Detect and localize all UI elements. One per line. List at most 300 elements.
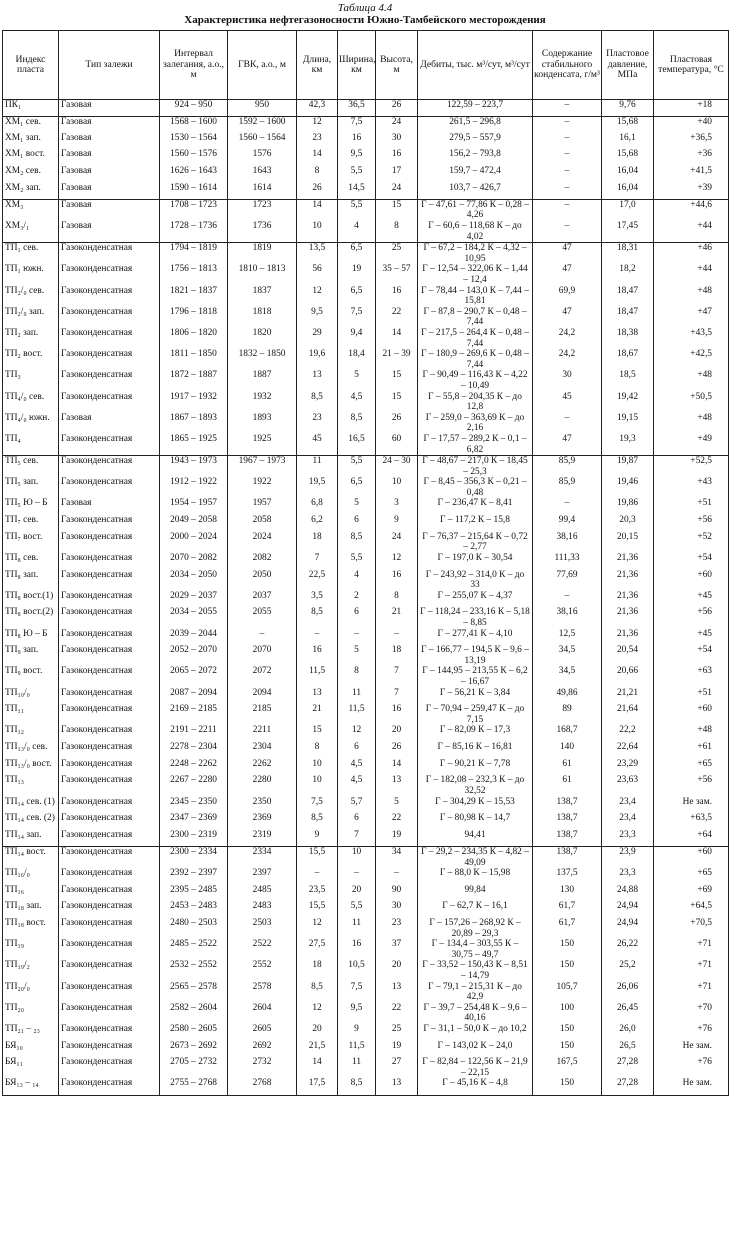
cell-flow-rates: Г – 45,16 К – 4,8 xyxy=(418,1078,533,1095)
table-row xyxy=(3,1078,729,1095)
cell-condensate: – xyxy=(533,221,602,243)
cell-flow-rates: Г – 29,2 – 234,35 К – 4,82 – 49,09 xyxy=(418,846,533,868)
cell-type: Газоконденсатная xyxy=(59,982,160,1003)
cell-flow-rates: Г – 76,37 – 215,64 К – 0,72 – 2,77 xyxy=(418,532,533,553)
cell-width: 19 xyxy=(338,264,376,285)
cell-gvk: 2552 xyxy=(228,960,297,981)
cell-gvk: 1819 xyxy=(228,243,297,265)
cell-length: 10 xyxy=(297,759,338,776)
cell-index: ТП₅ зап. xyxy=(3,477,59,498)
cell-flow-rates: Г – 88,0 К – 15,98 xyxy=(418,868,533,885)
cell-condensate: 61 xyxy=(533,775,602,796)
cell-interval: 1568 – 1600 xyxy=(160,116,228,133)
table-row xyxy=(3,100,729,117)
cell-temperature: +71 xyxy=(654,939,729,960)
cell-interval: 2034 – 2050 xyxy=(160,570,228,591)
cell-height: 8 xyxy=(376,221,418,243)
cell-interval: 2267 – 2280 xyxy=(160,775,228,796)
cell-temperature: +36 xyxy=(654,149,729,166)
cell-pressure: 15,68 xyxy=(602,149,654,166)
cell-width: 11 xyxy=(338,688,376,705)
cell-interval: 2755 – 2768 xyxy=(160,1078,228,1095)
cell-temperature: Не зам. xyxy=(654,797,729,814)
cell-temperature: +44 xyxy=(654,264,729,285)
cell-pressure: 21,36 xyxy=(602,570,654,591)
cell-interval: 2480 – 2503 xyxy=(160,918,228,939)
cell-index: ТП₁₃/₀ сев. xyxy=(3,742,59,759)
cell-type: Газоконденсатная xyxy=(59,286,160,307)
cell-index: ТП₂₀ xyxy=(3,1003,59,1024)
cell-height: 21 xyxy=(376,607,418,628)
cell-type: Газовая xyxy=(59,221,160,243)
cell-flow-rates: Г – 143,02 К – 24,0 xyxy=(418,1041,533,1058)
cell-length: 23 xyxy=(297,413,338,434)
cell-length: 27,5 xyxy=(297,939,338,960)
cell-width: 6 xyxy=(338,515,376,532)
cell-length: 12 xyxy=(297,918,338,939)
cell-condensate: 24,2 xyxy=(533,328,602,349)
cell-temperature: +51 xyxy=(654,688,729,705)
cell-flow-rates: 94,41 xyxy=(418,830,533,847)
cell-index: ТП₇ сев. xyxy=(3,515,59,532)
cell-condensate: 85,9 xyxy=(533,456,602,478)
cell-interval: 1560 – 1576 xyxy=(160,149,228,166)
cell-flow-rates: Г – 197,0 К – 30,54 xyxy=(418,553,533,570)
cell-width: 6,5 xyxy=(338,477,376,498)
cell-index: ПК₁ xyxy=(3,100,59,117)
table-row xyxy=(3,498,729,515)
cell-temperature: +40 xyxy=(654,116,729,133)
cell-interval: 2169 – 2185 xyxy=(160,704,228,725)
header-pressure: Пластовое давление, МПа xyxy=(602,31,654,100)
cell-flow-rates: Г – 70,94 – 259,47 К – до 7,15 xyxy=(418,704,533,725)
cell-height: 13 xyxy=(376,775,418,796)
cell-condensate: – xyxy=(533,591,602,608)
table-row xyxy=(3,629,729,646)
cell-condensate: 150 xyxy=(533,1024,602,1041)
cell-gvk: 2055 xyxy=(228,607,297,628)
cell-condensate: 105,7 xyxy=(533,982,602,1003)
cell-flow-rates: Г – 39,7 – 254,48 К – 9,6 – 40,16 xyxy=(418,1003,533,1024)
cell-width: 6,5 xyxy=(338,286,376,307)
cell-index: БЯ₁₁ xyxy=(3,1057,59,1078)
cell-interval: 1821 – 1837 xyxy=(160,286,228,307)
cell-length: 17,5 xyxy=(297,1078,338,1095)
cell-condensate: 47 xyxy=(533,434,602,456)
cell-index: ТП₄ xyxy=(3,434,59,456)
cell-condensate: 38,16 xyxy=(533,532,602,553)
cell-length: 12 xyxy=(297,1003,338,1024)
header-temperature: Пластовая температура, °С xyxy=(654,31,729,100)
cell-pressure: 18,38 xyxy=(602,328,654,349)
cell-index: ТП₁₄ вост. xyxy=(3,846,59,868)
cell-gvk: 2082 xyxy=(228,553,297,570)
cell-flow-rates: Г – 90,49 – 116,43 К – 4,22 – 10,49 xyxy=(418,370,533,391)
header-flow-rates: Дебиты, тыс. м³/сут, м³/сут xyxy=(418,31,533,100)
table-header xyxy=(3,31,729,100)
cell-gvk: 1614 xyxy=(228,183,297,200)
cell-height: 14 xyxy=(376,759,418,776)
cell-gvk: 1592 – 1600 xyxy=(228,116,297,133)
cell-condensate: – xyxy=(533,116,602,133)
cell-pressure: 17,0 xyxy=(602,199,654,221)
table-row xyxy=(3,982,729,1003)
cell-gvk: 1832 – 1850 xyxy=(228,349,297,370)
cell-pressure: 26,5 xyxy=(602,1041,654,1058)
cell-pressure: 23,63 xyxy=(602,775,654,796)
cell-temperature: +45 xyxy=(654,629,729,646)
cell-interval: 2278 – 2304 xyxy=(160,742,228,759)
cell-temperature: Не зам. xyxy=(654,1078,729,1095)
cell-index: ТП₈ Ю – Б xyxy=(3,629,59,646)
cell-length: 26 xyxy=(297,183,338,200)
cell-width: 2 xyxy=(338,591,376,608)
table-row xyxy=(3,1003,729,1024)
table-row xyxy=(3,183,729,200)
cell-pressure: 21,21 xyxy=(602,688,654,705)
cell-temperature: +43,5 xyxy=(654,328,729,349)
cell-length: 18 xyxy=(297,532,338,553)
table-row xyxy=(3,846,729,868)
cell-temperature: +56 xyxy=(654,775,729,796)
cell-height: 17 xyxy=(376,166,418,183)
table-title: Характеристика нефтегазоносности Южно-Тамбейского месторождения xyxy=(184,14,546,26)
cell-interval: 2052 – 2070 xyxy=(160,645,228,666)
cell-width: 8 xyxy=(338,666,376,687)
cell-width: 9,4 xyxy=(338,328,376,349)
cell-pressure: 17,45 xyxy=(602,221,654,243)
cell-index: ТП₁₄ зап. xyxy=(3,830,59,847)
cell-flow-rates: Г – 144,95 – 213,55 К – 6,2 – 16,67 xyxy=(418,666,533,687)
cell-temperature: +54 xyxy=(654,553,729,570)
cell-length: 19,6 xyxy=(297,349,338,370)
cell-flow-rates: Г – 80,98 К – 14,7 xyxy=(418,813,533,830)
cell-height: 22 xyxy=(376,813,418,830)
cell-gvk: 2350 xyxy=(228,797,297,814)
cell-height: 23 xyxy=(376,918,418,939)
cell-condensate: 12,5 xyxy=(533,629,602,646)
cell-temperature: +76 xyxy=(654,1057,729,1078)
cell-gvk: 2185 xyxy=(228,704,297,725)
cell-width: 7,5 xyxy=(338,116,376,133)
table-row xyxy=(3,960,729,981)
cell-type: Газоконденсатная xyxy=(59,759,160,776)
data-table-container xyxy=(2,30,728,1096)
cell-pressure: 18,5 xyxy=(602,370,654,391)
cell-index: ТП₁₃/₀ вост. xyxy=(3,759,59,776)
cell-type: Газовая xyxy=(59,166,160,183)
cell-condensate: 85,9 xyxy=(533,477,602,498)
table-row xyxy=(3,775,729,796)
cell-type: Газоконденсатная xyxy=(59,515,160,532)
cell-gvk: 2094 xyxy=(228,688,297,705)
cell-pressure: 9,76 xyxy=(602,100,654,117)
cell-height: 27 xyxy=(376,1057,418,1078)
table-row xyxy=(3,797,729,814)
cell-index: ХМ₁ сев. xyxy=(3,116,59,133)
cell-gvk: 2334 xyxy=(228,846,297,868)
cell-interval: 1590 – 1614 xyxy=(160,183,228,200)
cell-gvk: 1810 – 1813 xyxy=(228,264,297,285)
cell-index: ТП₄/₀ южн. xyxy=(3,413,59,434)
cell-height: 20 xyxy=(376,960,418,981)
table-row xyxy=(3,221,729,243)
cell-height: 10 xyxy=(376,477,418,498)
cell-width: 10,5 xyxy=(338,960,376,981)
cell-pressure: 16,04 xyxy=(602,166,654,183)
table-row xyxy=(3,149,729,166)
cell-width: 9,5 xyxy=(338,1003,376,1024)
cell-pressure: 22,2 xyxy=(602,725,654,742)
cell-length: 13 xyxy=(297,370,338,391)
table-row xyxy=(3,1057,729,1078)
cell-temperature: +52 xyxy=(654,532,729,553)
cell-height: 16 xyxy=(376,149,418,166)
cell-interval: 1943 – 1973 xyxy=(160,456,228,478)
cell-width: 4 xyxy=(338,221,376,243)
cell-condensate: – xyxy=(533,149,602,166)
cell-height: 25 xyxy=(376,1024,418,1041)
cell-type: Газоконденсатная xyxy=(59,1041,160,1058)
cell-gvk: 2280 xyxy=(228,775,297,796)
cell-flow-rates: Г – 31,1 – 50,0 К – до 10,2 xyxy=(418,1024,533,1041)
cell-type: Газоконденсатная xyxy=(59,370,160,391)
cell-height: 15 xyxy=(376,199,418,221)
cell-flow-rates: Г – 236,47 К – 8,41 xyxy=(418,498,533,515)
cell-condensate: 167,5 xyxy=(533,1057,602,1078)
cell-length: 14 xyxy=(297,149,338,166)
cell-gvk: 1957 xyxy=(228,498,297,515)
cell-pressure: 23,4 xyxy=(602,813,654,830)
cell-pressure: 24,94 xyxy=(602,918,654,939)
cell-interval: 2453 – 2483 xyxy=(160,901,228,918)
cell-temperature: +41,5 xyxy=(654,166,729,183)
cell-gvk: 2262 xyxy=(228,759,297,776)
cell-index: ТП₁₉/₂ xyxy=(3,960,59,981)
cell-height: 37 xyxy=(376,939,418,960)
cell-interval: 2000 – 2024 xyxy=(160,532,228,553)
cell-flow-rates: Г – 79,1 – 215,31 К – до 42,9 xyxy=(418,982,533,1003)
cell-height: 19 xyxy=(376,830,418,847)
cell-height: 7 xyxy=(376,666,418,687)
cell-width: 18,4 xyxy=(338,349,376,370)
cell-temperature: +76 xyxy=(654,1024,729,1041)
cell-condensate: 61 xyxy=(533,759,602,776)
cell-temperature: +70,5 xyxy=(654,918,729,939)
cell-width: 36,5 xyxy=(338,100,376,117)
cell-gvk: 2369 xyxy=(228,813,297,830)
cell-type: Газоконденсатная xyxy=(59,704,160,725)
cell-temperature: +69 xyxy=(654,885,729,902)
table-row xyxy=(3,939,729,960)
cell-gvk: 1576 xyxy=(228,149,297,166)
cell-gvk: 2604 xyxy=(228,1003,297,1024)
cell-height: 15 xyxy=(376,392,418,413)
cell-index: ТП₁₉ xyxy=(3,939,59,960)
cell-gvk: – xyxy=(228,629,297,646)
cell-pressure: 22,64 xyxy=(602,742,654,759)
cell-index: ТП₁₄ сев. (2) xyxy=(3,813,59,830)
cell-gvk: 2304 xyxy=(228,742,297,759)
cell-width: – xyxy=(338,868,376,885)
cell-temperature: +49 xyxy=(654,434,729,456)
cell-temperature: +63 xyxy=(654,666,729,687)
cell-pressure: 23,3 xyxy=(602,830,654,847)
cell-height: 35 – 57 xyxy=(376,264,418,285)
cell-width: – xyxy=(338,629,376,646)
cell-type: Газоконденсатная xyxy=(59,629,160,646)
cell-length: 14 xyxy=(297,199,338,221)
cell-flow-rates: Г – 12,54 – 322,06 К – 1,44 – 12,4 xyxy=(418,264,533,285)
cell-length: 15,5 xyxy=(297,846,338,868)
cell-gvk: 2503 xyxy=(228,918,297,939)
cell-flow-rates: Г – 82,84 – 122,56 К – 21,9 – 22,15 xyxy=(418,1057,533,1078)
cell-width: 5 xyxy=(338,645,376,666)
cell-type: Газоконденсатная xyxy=(59,645,160,666)
cell-pressure: 21,36 xyxy=(602,553,654,570)
cell-width: 7 xyxy=(338,830,376,847)
cell-length: 3,5 xyxy=(297,591,338,608)
cell-pressure: 26,22 xyxy=(602,939,654,960)
cell-index: ТП₂ вост. xyxy=(3,349,59,370)
cell-temperature: +56 xyxy=(654,515,729,532)
cell-index: ТП₈ сев. xyxy=(3,553,59,570)
cell-gvk: 2397 xyxy=(228,868,297,885)
cell-pressure: 19,42 xyxy=(602,392,654,413)
cell-gvk: 2072 xyxy=(228,666,297,687)
cell-gvk: 2692 xyxy=(228,1041,297,1058)
cell-flow-rates: Г – 78,44 – 143,0 К – 7,44 – 15,81 xyxy=(418,286,533,307)
cell-condensate: 47 xyxy=(533,243,602,265)
cell-condensate: 99,4 xyxy=(533,515,602,532)
cell-height: 13 xyxy=(376,982,418,1003)
cell-index: ТП₅ сев. xyxy=(3,456,59,478)
cell-flow-rates: Г – 182,08 – 232,3 К – до 32,52 xyxy=(418,775,533,796)
header-width: Ширина, км xyxy=(338,31,376,100)
cell-condensate: – xyxy=(533,100,602,117)
cell-flow-rates: Г – 82,09 К – 17,3 xyxy=(418,725,533,742)
cell-flow-rates: Г – 217,5 – 264,4 К – 0,48 – 7,44 xyxy=(418,328,533,349)
cell-gvk: 2522 xyxy=(228,939,297,960)
cell-type: Газоконденсатная xyxy=(59,846,160,868)
cell-index: ТП₁₃ xyxy=(3,775,59,796)
cell-condensate: 168,7 xyxy=(533,725,602,742)
cell-index: ТП₈ вост.(2) xyxy=(3,607,59,628)
cell-index: ТП₉ вост. xyxy=(3,666,59,687)
cell-gvk: 2058 xyxy=(228,515,297,532)
cell-index: ТП₁ сев. xyxy=(3,243,59,265)
table-row xyxy=(3,286,729,307)
cell-length: 10 xyxy=(297,775,338,796)
cell-type: Газоконденсатная xyxy=(59,960,160,981)
cell-condensate: 138,7 xyxy=(533,797,602,814)
cell-condensate: – xyxy=(533,166,602,183)
cell-index: ТП₁₄ сев. (1) xyxy=(3,797,59,814)
cell-height: 16 xyxy=(376,286,418,307)
cell-condensate: 100 xyxy=(533,1003,602,1024)
cell-length: 8,5 xyxy=(297,392,338,413)
cell-width: 5,5 xyxy=(338,166,376,183)
cell-gvk: 1736 xyxy=(228,221,297,243)
cell-interval: 2532 – 2552 xyxy=(160,960,228,981)
cell-length: 7,5 xyxy=(297,797,338,814)
cell-flow-rates: Г – 277,41 К – 4,10 xyxy=(418,629,533,646)
cell-condensate: 150 xyxy=(533,939,602,960)
cell-interval: 1794 – 1819 xyxy=(160,243,228,265)
cell-gvk: 1643 xyxy=(228,166,297,183)
cell-height: 12 xyxy=(376,553,418,570)
cell-condensate: 47 xyxy=(533,307,602,328)
cell-pressure: 18,31 xyxy=(602,243,654,265)
cell-temperature: +47 xyxy=(654,307,729,328)
cell-temperature: +48 xyxy=(654,370,729,391)
cell-interval: 2087 – 2094 xyxy=(160,688,228,705)
cell-condensate: 38,16 xyxy=(533,607,602,628)
cell-length: 20 xyxy=(297,1024,338,1041)
cell-gvk: 1932 xyxy=(228,392,297,413)
cell-index: ТП₂/₀ зап. xyxy=(3,307,59,328)
cell-interval: 2034 – 2055 xyxy=(160,607,228,628)
cell-interval: 2705 – 2732 xyxy=(160,1057,228,1078)
cell-index: ТП₁₁ xyxy=(3,704,59,725)
cell-gvk: 2485 xyxy=(228,885,297,902)
cell-length: 8 xyxy=(297,742,338,759)
cell-gvk: 2037 xyxy=(228,591,297,608)
cell-height: 3 xyxy=(376,498,418,515)
table-row xyxy=(3,1041,729,1058)
cell-gvk: 1560 – 1564 xyxy=(228,133,297,150)
table-row xyxy=(3,392,729,413)
table-row xyxy=(3,830,729,847)
cell-type: Газоконденсатная xyxy=(59,349,160,370)
cell-flow-rates: Г – 47,61 – 77,86 К – 0,28 – 4,26 xyxy=(418,199,533,221)
cell-index: ТП₇ вост. xyxy=(3,532,59,553)
table-row xyxy=(3,133,729,150)
cell-type: Газоконденсатная xyxy=(59,591,160,608)
cell-flow-rates: 103,7 – 426,7 xyxy=(418,183,533,200)
cell-flow-rates: Г – 243,92 – 314,0 К – до 33 xyxy=(418,570,533,591)
header-type: Тип залежи xyxy=(59,31,160,100)
cell-pressure: 21,36 xyxy=(602,629,654,646)
cell-interval: 1530 – 1564 xyxy=(160,133,228,150)
cell-index: ХМ₁ зап. xyxy=(3,133,59,150)
cell-temperature: +45 xyxy=(654,591,729,608)
cell-height: 25 xyxy=(376,243,418,265)
cell-condensate: 130 xyxy=(533,885,602,902)
table-row xyxy=(3,666,729,687)
cell-condensate: 138,7 xyxy=(533,830,602,847)
cell-type: Газовая xyxy=(59,498,160,515)
table-row xyxy=(3,901,729,918)
cell-gvk: 1922 xyxy=(228,477,297,498)
cell-type: Газовая xyxy=(59,413,160,434)
cell-gvk: 2732 xyxy=(228,1057,297,1078)
cell-gvk: 1723 xyxy=(228,199,297,221)
cell-temperature: +48 xyxy=(654,725,729,742)
cell-pressure: 19,87 xyxy=(602,456,654,478)
cell-condensate: 61,7 xyxy=(533,901,602,918)
cell-index: ТП₂₀/₀ xyxy=(3,982,59,1003)
cell-interval: 1806 – 1820 xyxy=(160,328,228,349)
cell-index: БЯ₁₀ xyxy=(3,1041,59,1058)
cell-interval: 2582 – 2604 xyxy=(160,1003,228,1024)
table-row xyxy=(3,199,729,221)
cell-flow-rates: Г – 180,9 – 269,6 К – 0,48 – 7,44 xyxy=(418,349,533,370)
cell-gvk: 2050 xyxy=(228,570,297,591)
cell-pressure: 19,15 xyxy=(602,413,654,434)
cell-width: 5,5 xyxy=(338,553,376,570)
cell-index: ТП₄/₀ сев. xyxy=(3,392,59,413)
